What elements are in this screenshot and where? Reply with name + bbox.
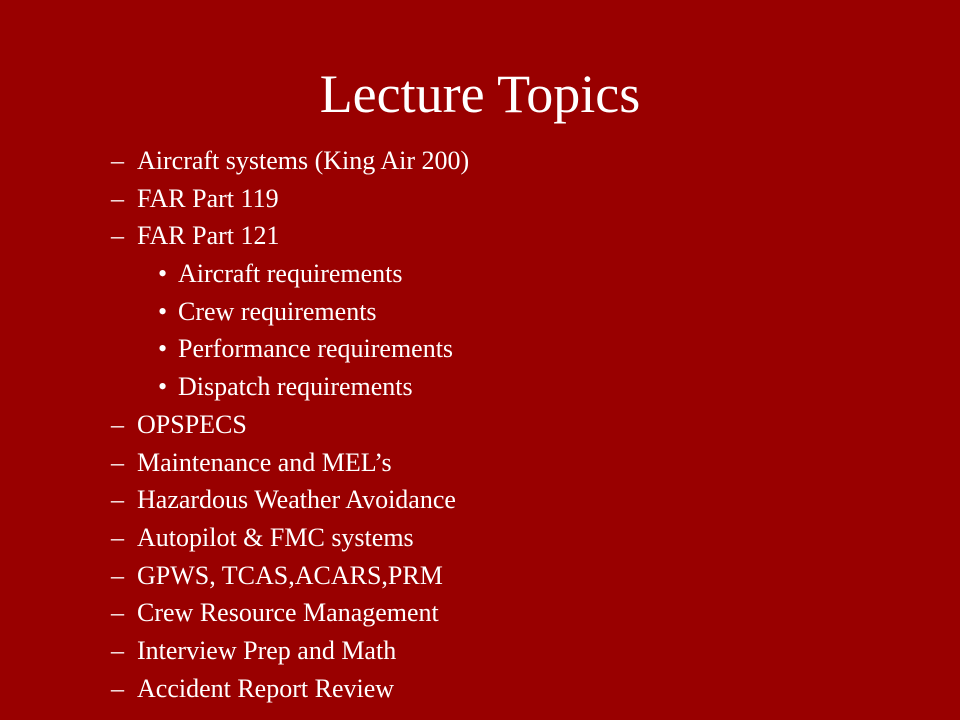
bullet-marker: • bbox=[158, 334, 168, 364]
topic-item bbox=[0, 670, 960, 708]
topic-item bbox=[0, 519, 960, 557]
dash-marker: – bbox=[111, 560, 124, 590]
topic-text: GPWS, TCAS,ACARS,PRM bbox=[137, 560, 443, 590]
topic-item bbox=[0, 444, 960, 482]
topic-text: Aircraft systems (King Air 200) bbox=[137, 146, 470, 175]
dash-marker: – bbox=[111, 221, 124, 251]
topic-item bbox=[0, 632, 960, 670]
topic-text: Crew Resource Management bbox=[137, 598, 439, 628]
topic-item bbox=[0, 406, 960, 444]
dash-marker: – bbox=[111, 673, 124, 703]
dash-marker: – bbox=[111, 409, 124, 439]
dash-marker: – bbox=[111, 183, 124, 213]
subtopic-item bbox=[0, 255, 960, 293]
subtopic-text: Crew requirements bbox=[178, 296, 377, 326]
bullet-marker: • bbox=[158, 372, 168, 402]
topic-text: OPSPECS bbox=[137, 409, 247, 439]
topic-item bbox=[0, 481, 960, 519]
dash-marker: – bbox=[111, 485, 124, 515]
topic-text: Interview Prep and Math bbox=[137, 635, 397, 665]
slide-title: Lecture Topics bbox=[319, 64, 641, 124]
topic-list bbox=[0, 142, 960, 707]
dash-marker: – bbox=[111, 146, 124, 175]
subtopic-item bbox=[0, 293, 960, 331]
subtopic-text: Aircraft requirements bbox=[178, 259, 403, 289]
dash-marker: – bbox=[111, 635, 124, 665]
dash-marker: – bbox=[111, 598, 124, 628]
dash-marker: – bbox=[111, 447, 124, 477]
topic-text: FAR Part 121 bbox=[137, 221, 280, 251]
topic-text: FAR Part 119 bbox=[137, 183, 279, 213]
topic-text: Autopilot & FMC systems bbox=[137, 522, 414, 552]
topic-item bbox=[0, 217, 960, 255]
subtopic-item bbox=[0, 330, 960, 368]
topic-item bbox=[0, 180, 960, 218]
subtopic-text: Performance requirements bbox=[178, 334, 454, 364]
topic-item bbox=[0, 142, 960, 180]
topic-item bbox=[0, 557, 960, 595]
subtopic-text: Dispatch requirements bbox=[178, 372, 413, 402]
dash-marker: – bbox=[111, 522, 124, 552]
topic-text: Hazardous Weather Avoidance bbox=[137, 485, 456, 515]
bullet-marker: • bbox=[158, 259, 168, 289]
topic-text: Maintenance and MEL’s bbox=[137, 447, 392, 477]
bullet-marker: • bbox=[158, 296, 168, 326]
subtopic-item bbox=[0, 368, 960, 406]
topic-text: Accident Report Review bbox=[137, 673, 395, 703]
topic-item bbox=[0, 594, 960, 632]
